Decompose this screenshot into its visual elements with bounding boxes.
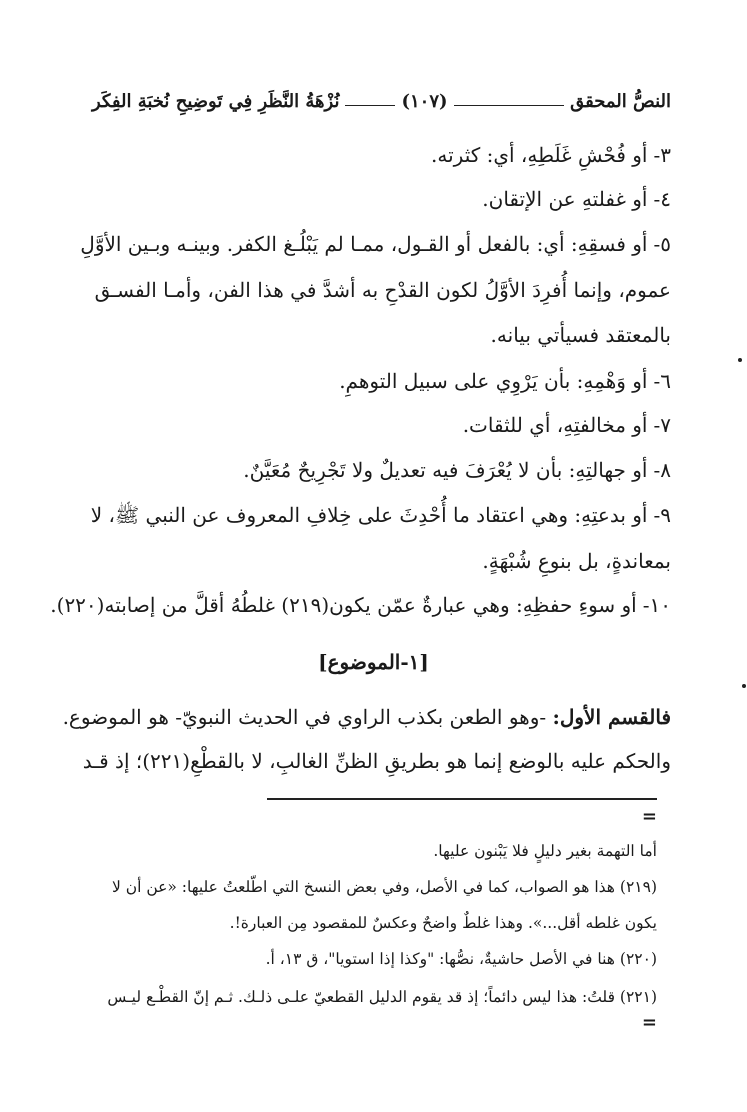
running-header	[92, 86, 671, 116]
item-text: أو سوءِ حفظِهِ: وهي عبارةٌ عمّن يكون(٢١٩) غلطُهُ أقلَّ من إصابته(٢٢٠).	[50, 593, 637, 617]
paragraph-line	[62, 702, 671, 732]
footnote-220: (٢٢٠) هنا في الأصل حاشيةٌ، نصُّها: "وكذا إذا استويا"، ق ١٣، أ.	[265, 950, 657, 968]
item-text: بالمعتقد فسيأتي بيانه.	[490, 323, 671, 347]
list-item-continuation	[92, 546, 671, 576]
list-item	[92, 366, 671, 396]
item-number: ٥-	[653, 232, 671, 256]
section-heading: [١-الموضوع]	[318, 650, 429, 674]
item-number: ٧-	[653, 413, 671, 437]
header-section-title: النصُّ المحقق	[570, 90, 671, 112]
item-number: ٩-	[653, 503, 671, 527]
item-text: أو بدعتِهِ: وهي اعتقاد ما أُحْدِثَ على خِلافِ المعروف عن النبي ﷺ، لا	[90, 503, 648, 527]
list-item-continuation	[92, 275, 671, 305]
page-number: (١٠٧)	[401, 90, 448, 112]
paragraph-text: -وهو الطعن بكذب الراوي في الحديث النبويّ- هو الموضوع.	[62, 705, 553, 729]
paragraph-line	[82, 746, 671, 776]
header-rule	[454, 105, 565, 106]
list-item	[92, 455, 671, 485]
item-text: أو مخالفتِهِ، أي للثقات.	[462, 413, 648, 437]
header-rule	[345, 105, 395, 106]
paragraph-lead: فالقسم الأول:	[552, 705, 671, 729]
list-item	[92, 500, 671, 530]
item-number: ١٠-	[642, 593, 671, 617]
continuation-mark: =	[641, 806, 657, 827]
item-text: أو وَهْمِهِ: بأن يَرْوِي على سبيل التوهمِ.	[339, 369, 648, 393]
footnote-219: (٢١٩) هذا هو الصواب، كما في الأصل، وفي بعض النسخ التي اطّلعتُ عليها: «عن أن لا	[111, 878, 657, 896]
item-number: ٣-	[653, 143, 671, 167]
item-text: أو جهالتِهِ: بأن لا يُعْرَفَ فيه تعديلٌ ولا تَجْرِيحٌ مُعَيَّنٌ.	[243, 458, 648, 482]
list-item	[92, 184, 671, 214]
list-item	[80, 229, 671, 259]
item-number: ٨-	[653, 458, 671, 482]
item-text: بمعاندةٍ، بل بنوعِ شُبْهَةٍ.	[482, 549, 671, 573]
header-book-title: نُزْهَةُ النَّظَرِ فِي تَوضِيحِ نُخبَةِ الفِكَر	[92, 90, 340, 112]
list-item-continuation	[92, 320, 671, 350]
item-number: ٦-	[653, 369, 671, 393]
list-item	[92, 410, 671, 440]
item-number: ٤-	[653, 187, 671, 211]
paragraph-text: والحكم عليه بالوضع إنما هو بطريقِ الظنِّ الغالبِ، لا بالقطْعِ(٢٢١)؛ إذ قـد	[82, 749, 671, 773]
item-text: أو فسقِهِ: أي: بالفعل أو القـول، ممـا لم يَبْلُـغ الكفر. وبينـه وبـين الأوَّلِ	[80, 232, 648, 256]
footnote-line: أما التهمة بغير دليلٍ فلا يَبْنون عليها.	[433, 842, 657, 860]
list-item	[50, 590, 671, 620]
scan-speck	[742, 684, 746, 688]
item-text: عموم، وإنما أُفرِدَ الأوَّلُ لكون القدْحِ به أشدَّ في هذا الفن، وأمـا الفسـق	[94, 278, 671, 302]
scan-speck	[738, 358, 742, 362]
item-text: أو غفلتهِ عن الإتقان.	[482, 187, 648, 211]
continuation-mark: =	[641, 1012, 657, 1033]
footnote-separator	[267, 798, 657, 800]
item-text: أو فُحْشِ غَلَطِهِ، أي: كثرته.	[431, 143, 648, 167]
list-item	[92, 140, 671, 170]
footnote-221: (٢٢١) قلتُ: هذا ليس دائماً؛ إذ قد يقوم الدليل القطعيّ علـى ذلـك. ثـم إنّ القطْـع ليـس	[107, 988, 657, 1006]
footnote-219-continuation: يكون غلطه أقل...». وهذا غلطٌ واضحٌ وعكسٌ للمقصود مِن العبارة!.	[229, 914, 657, 932]
